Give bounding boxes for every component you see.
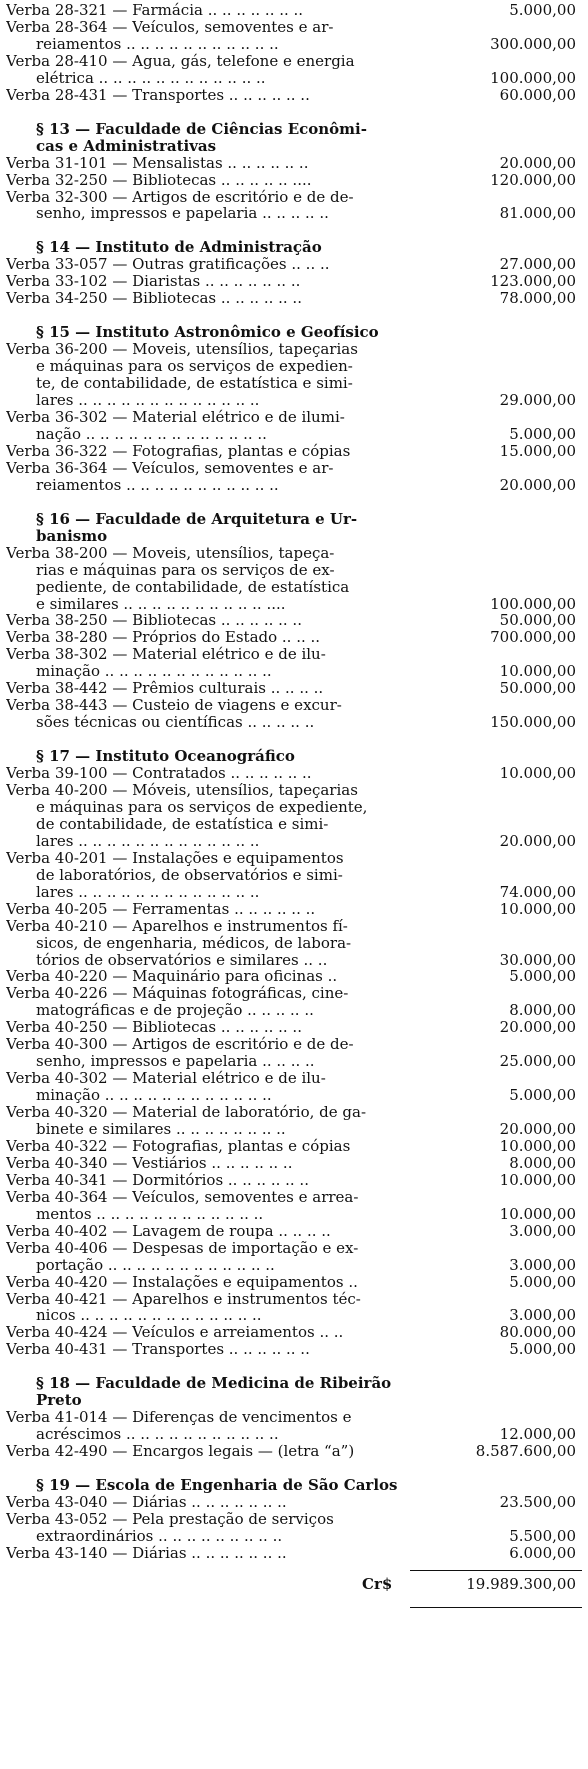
budget-line [6,1291,576,1308]
budget-item-text: Verba 40-402 — Lavagem de roupa .. .. .. .. [6,1222,331,1240]
budget-line [6,562,576,579]
budget-line [6,1019,576,1036]
budget-line [6,392,576,409]
budget-line [6,850,576,867]
budget-item-amount: 20.000,00 [499,832,576,850]
budget-line [6,256,576,273]
budget-item-text: lares .. .. .. .. .. .. .. .. .. .. .. .. .. [36,392,260,409]
budget-item-text: Verba 40-250 — Bibliotecas .. .. .. .. .. .. [6,1019,302,1037]
budget-item-amount: 23.500,00 [499,1494,576,1511]
section-heading [6,121,576,138]
budget-line [6,460,576,477]
budget-line [6,1341,576,1358]
budget-item-text: Verba 28-321 — Farmácia .. .. .. .. .. .. .. [6,2,304,19]
budget-line [6,629,576,646]
budget-line [6,833,576,850]
budget-item-text: minação .. .. .. .. .. .. .. .. .. .. .. .. [36,1087,272,1105]
budget-line [6,1409,576,1426]
budget-item-text: te, de contabilidade, de estatística e simi- [36,375,353,392]
budget-item-text: Verba 42-490 — Encargos legais — (letra “a”) [6,1443,355,1461]
budget-item-text: tórios de observatórios e similares .. .. [36,951,328,969]
budget-item-text: nação .. .. .. .. .. .. .. .. .. .. .. .. .. [36,425,267,443]
budget-item-amount: 29.000,00 [499,392,576,409]
budget-item-text: Verba 40-322 — Fotografias, plantas e cópias [6,1137,351,1155]
budget-line [6,189,576,206]
budget-item-text: Verba 28-410 — Agua, gás, telefone e energia [6,52,355,70]
budget-item-amount: 100.000,00 [490,595,576,613]
budget-item-text: Verba 40-200 — Móveis, utensílios, tapeçarias [6,782,358,799]
budget-line [6,1036,576,1053]
budget-item-text: Verba 28-364 — Veículos, semoventes e ar- [6,18,334,36]
budget-item-amount: 78.000,00 [499,290,576,308]
total-amount: 19.989.300,00 [466,1575,576,1593]
budget-item-text: sões técnicas ou científicas .. .. .. .. .. [36,714,315,732]
budget-item-text: Verba 40-320 — Material de laboratório, de ga- [6,1104,367,1121]
budget-line [6,443,576,460]
section-heading [6,528,576,545]
section-heading [6,138,576,155]
total-bottom-rule [410,1607,582,1608]
budget-item-text: Verba 40-341 — Dormitórios .. .. .. .. .. .. [6,1171,309,1189]
budget-line [6,985,576,1002]
budget-line [6,1528,576,1545]
budget-line [6,1494,576,1511]
budget-item-amount: 10.000,00 [499,1171,576,1189]
budget-item-amount: 10.000,00 [499,1137,576,1155]
section-heading [6,511,576,528]
budget-item-text: de laboratórios, de observatórios e simi- [36,866,343,884]
budget-line [6,1189,576,1206]
budget-line [6,426,576,443]
budget-item-amount: 8.000,00 [509,1154,576,1172]
budget-item-text: Verba 39-100 — Contratados .. .. .. .. .. .. [6,765,312,782]
budget-line [6,1155,576,1172]
budget-item-amount: 10.000,00 [499,1205,576,1223]
budget-line [6,765,576,782]
budget-line [6,409,576,426]
total-line [6,1576,576,1593]
section-heading-text: § 13 — Faculdade de Ciências Econômi- [36,120,367,138]
budget-line [6,1274,576,1291]
budget-item-text: nicos .. .. .. .. .. .. .. .. .. .. .. .. .. [36,1307,262,1325]
budget-line [6,1307,576,1324]
budget-item-amount: 15.000,00 [499,442,576,460]
budget-item-text: pediente, de contabilidade, de estatística [36,578,350,596]
budget-item-text: Verba 34-250 — Bibliotecas .. .. .. .. .. .. [6,290,302,308]
budget-item-text: matográficas e de projeção .. .. .. .. .. [36,1002,314,1020]
budget-line [6,952,576,969]
budget-item-text: Verba 28-431 — Transportes .. .. .. .. .. .. [6,86,310,104]
budget-item-text: Verba 32-250 — Bibliotecas .. .. .. .. .. .... [6,171,312,189]
budget-item-text: Verba 40-424 — Veículos e arreiamentos .. .. [6,1324,344,1342]
budget-line [6,36,576,53]
budget-line [6,290,576,307]
budget-item-amount: 81.000,00 [499,205,576,223]
budget-item-text: reiamentos .. .. .. .. .. .. .. .. .. .. .. [36,35,279,53]
total-currency-label: Cr$ [362,1575,393,1593]
section-heading-text: § 15 — Instituto Astronômico e Geofísico [36,324,379,342]
budget-line [6,1087,576,1104]
budget-line [6,1545,576,1562]
budget-item-amount: 20.000,00 [499,476,576,494]
budget-item-text: Verba 33-102 — Diaristas .. .. .. .. .. .. .. [6,273,301,291]
budget-item-amount: 6.000,00 [509,1544,576,1562]
budget-item-amount: 10.000,00 [499,663,576,681]
budget-item-amount: 20.000,00 [499,154,576,172]
budget-line [6,782,576,799]
section-heading-text: § 16 — Faculdade de Arquitetura e Ur- [36,510,358,528]
budget-item-text: senho, impressos e papelaria .. .. .. .. [36,1053,315,1071]
budget-item-text: Verba 38-250 — Bibliotecas .. .. .. .. .. .. [6,612,302,630]
budget-line [6,1511,576,1528]
budget-item-amount: 3.000,00 [509,1307,576,1325]
budget-item-text: Verba 40-364 — Veículos, semoventes e arrea- [6,1188,359,1206]
budget-line [6,867,576,884]
budget-item-amount: 60.000,00 [499,86,576,104]
budget-line [6,1240,576,1257]
budget-line [6,19,576,36]
budget-item-text: Verba 43-052 — Pela prestação de serviços [6,1510,334,1528]
budget-item-text: Verba 40-420 — Instalações e equipamentos .. [6,1273,358,1291]
section-heading [6,748,576,765]
budget-line [6,680,576,697]
budget-item-amount: 20.000,00 [499,1121,576,1138]
budget-item-amount: 5.000,00 [509,1087,576,1105]
budget-item-text: lares .. .. .. .. .. .. .. .. .. .. .. .. .. [36,832,260,850]
budget-item-text: Verba 40-220 — Maquinário para oficinas .. [6,968,338,986]
budget-line [6,2,576,19]
budget-item-text: minação .. .. .. .. .. .. .. .. .. .. .. .. [36,663,272,681]
budget-line [6,155,576,172]
budget-line [6,341,576,358]
budget-line [6,799,576,816]
budget-item-text: Verba 32-300 — Artigos de escritório e de de- [6,188,354,206]
budget-line [6,1206,576,1223]
budget-line [6,968,576,985]
total-top-rule [410,1570,582,1571]
budget-item-amount: 10.000,00 [499,765,576,782]
budget-item-text: Verba 40-226 — Máquinas fotográficas, cine- [6,985,349,1003]
budget-line [6,612,576,629]
budget-item-amount: 50.000,00 [499,680,576,698]
budget-item-text: Verba 43-140 — Diárias .. .. .. .. .. .. .. [6,1544,287,1562]
budget-item-text: Verba 40-406 — Despesas de importação e ex- [6,1239,359,1257]
budget-item-text: Verba 33-057 — Outras gratificações .. .. .. [6,256,330,274]
budget-line [6,714,576,731]
budget-item-amount: 3.000,00 [509,1256,576,1274]
budget-item-amount: 20.000,00 [499,1019,576,1037]
budget-line [6,1257,576,1274]
budget-item-text: Verba 40-300 — Artigos de escritório e de de- [6,1036,354,1054]
budget-item-text: Verba 38-302 — Material elétrico e de ilu- [6,646,326,664]
budget-item-text: sicos, de engenharia, médicos, de labora- [36,934,352,952]
budget-line [6,358,576,375]
budget-item-text: Verba 38-442 — Prêmios culturais .. .. .. .. [6,680,324,698]
budget-item-text: lares .. .. .. .. .. .. .. .. .. .. .. .. .. [36,883,260,901]
budget-line [6,1426,576,1443]
budget-item-amount: 123.000,00 [490,273,576,291]
budget-line [6,646,576,663]
budget-item-text: extraordinários .. .. .. .. .. .. .. .. .. [36,1527,283,1545]
budget-item-text: Verba 36-200 — Moveis, utensílios, tapeçarias [6,341,358,359]
budget-line [6,70,576,87]
budget-item-text: Verba 36-322 — Fotografias, plantas e cópias [6,442,351,460]
budget-item-amount: 30.000,00 [499,951,576,969]
section-heading [6,239,576,256]
budget-item-amount: 8.000,00 [509,1002,576,1020]
budget-item-amount: 5.000,00 [509,968,576,986]
budget-line [6,545,576,562]
budget-item-text: senho, impressos e papelaria .. .. .. .. .. [36,205,329,223]
budget-item-amount: 5.000,00 [509,1341,576,1359]
budget-item-text: Verba 38-280 — Próprios do Estado .. .. .. [6,629,321,647]
budget-item-text: Verba 40-210 — Aparelhos e instrumentos fí- [6,917,348,935]
budget-line [6,1223,576,1240]
budget-item-text: e máquinas para os serviços de expediente, [36,798,368,816]
budget-item-text: Verba 38-443 — Custeio de viagens e excur- [6,697,342,715]
budget-line [6,918,576,935]
budget-item-text: portação .. .. .. .. .. .. .. .. .. .. .. .. [36,1256,275,1274]
budget-item-amount: 8.587.600,00 [475,1443,576,1461]
budget-item-text: elétrica .. .. .. .. .. .. .. .. .. .. .. .. [36,69,266,87]
budget-item-text: Verba 31-101 — Mensalistas .. .. .. .. .. .. [6,154,309,172]
budget-item-amount: 300.000,00 [490,35,576,53]
budget-line [6,935,576,952]
section-heading-text: banismo [36,527,108,545]
budget-item-text: Verba 36-302 — Material elétrico e de ilumi- [6,408,345,426]
budget-item-text: Verba 40-205 — Ferramentas .. .. .. .. .. .. [6,900,316,918]
budget-line [6,87,576,104]
budget-line [6,172,576,189]
budget-line [6,1002,576,1019]
budget-line [6,579,576,596]
section-heading [6,1392,576,1409]
budget-line [6,375,576,392]
budget-line [6,1121,576,1138]
budget-line [6,273,576,290]
section-heading [6,1375,576,1392]
budget-item-amount: 5.000,00 [509,2,576,19]
budget-item-amount: 80.000,00 [499,1324,576,1342]
section-heading-text: § 17 — Instituto Oceanográfico [36,748,295,766]
budget-line [6,596,576,613]
budget-line [6,1053,576,1070]
budget-line [6,1138,576,1155]
budget-item-amount: 5.000,00 [509,425,576,443]
budget-item-text: binete e similares .. .. .. .. .. .. .. .. [36,1121,286,1138]
budget-item-text: Verba 38-200 — Moveis, utensílios, tapeça- [6,544,335,562]
budget-item-amount: 5.000,00 [509,1273,576,1291]
budget-item-text: rias e máquinas para os serviços de ex- [36,561,335,579]
budget-line [6,477,576,494]
section-heading [6,1477,576,1494]
budget-item-text: e máquinas para os serviços de expedien- [36,358,353,376]
budget-item-amount: 12.000,00 [499,1426,576,1444]
budget-line [6,1324,576,1341]
budget-item-amount: 74.000,00 [499,883,576,901]
budget-item-text: Verba 40-302 — Material elétrico e de ilu- [6,1070,326,1088]
budget-item-amount: 25.000,00 [499,1053,576,1071]
budget-item-text: Verba 43-040 — Diárias .. .. .. .. .. .. .. [6,1494,287,1511]
section-heading [6,324,576,341]
budget-item-amount: 120.000,00 [490,171,576,189]
budget-line [6,1070,576,1087]
budget-line [6,53,576,70]
section-heading-text: § 14 — Instituto de Administração [36,239,322,257]
section-heading-text: cas e Administrativas [36,137,217,155]
budget-item-text: mentos .. .. .. .. .. .. .. .. .. .. .. .. [36,1205,264,1223]
budget-line [6,1443,576,1460]
section-heading-text: § 19 — Escola de Engenharia de São Carlos [36,1477,398,1494]
budget-line [6,901,576,918]
budget-line [6,663,576,680]
budget-item-amount: 50.000,00 [499,612,576,630]
budget-line [6,1172,576,1189]
budget-item-amount: 150.000,00 [490,714,576,732]
budget-item-amount: 27.000,00 [499,256,576,274]
budget-item-text: reiamentos .. .. .. .. .. .. .. .. .. .. .. [36,476,279,494]
budget-item-amount: 10.000,00 [499,900,576,918]
budget-item-text: Verba 40-201 — Instalações e equipamentos [6,849,344,867]
budget-item-text: Verba 36-364 — Veículos, semoventes e ar- [6,459,334,477]
budget-item-amount: 3.000,00 [509,1222,576,1240]
budget-line [6,884,576,901]
budget-item-text: acréscimos .. .. .. .. .. .. .. .. .. .. .. [36,1426,279,1444]
section-heading-text: Preto [36,1392,82,1410]
budget-line [6,1104,576,1121]
budget-item-amount: 5.500,00 [509,1527,576,1545]
section-heading-text: § 18 — Faculdade de Medicina de Ribeirão [36,1375,392,1393]
budget-line [6,205,576,222]
budget-item-text: Verba 40-431 — Transportes .. .. .. .. .. .. [6,1341,310,1359]
budget-item-text: Verba 41-014 — Diferenças de vencimentos e [6,1409,352,1427]
budget-item-text: e similares .. .. .. .. .. .. .. .. .. .. .... [36,595,286,613]
budget-item-text: de contabilidade, de estatística e simi- [36,815,329,833]
budget-item-amount: 100.000,00 [490,69,576,87]
budget-line [6,816,576,833]
budget-item-amount: 700.000,00 [490,629,576,647]
budget-item-text: Verba 40-340 — Vestiários .. .. .. .. .. .. [6,1154,293,1172]
budget-line [6,697,576,714]
budget-item-text: Verba 40-421 — Aparelhos e instrumentos téc- [6,1290,361,1308]
